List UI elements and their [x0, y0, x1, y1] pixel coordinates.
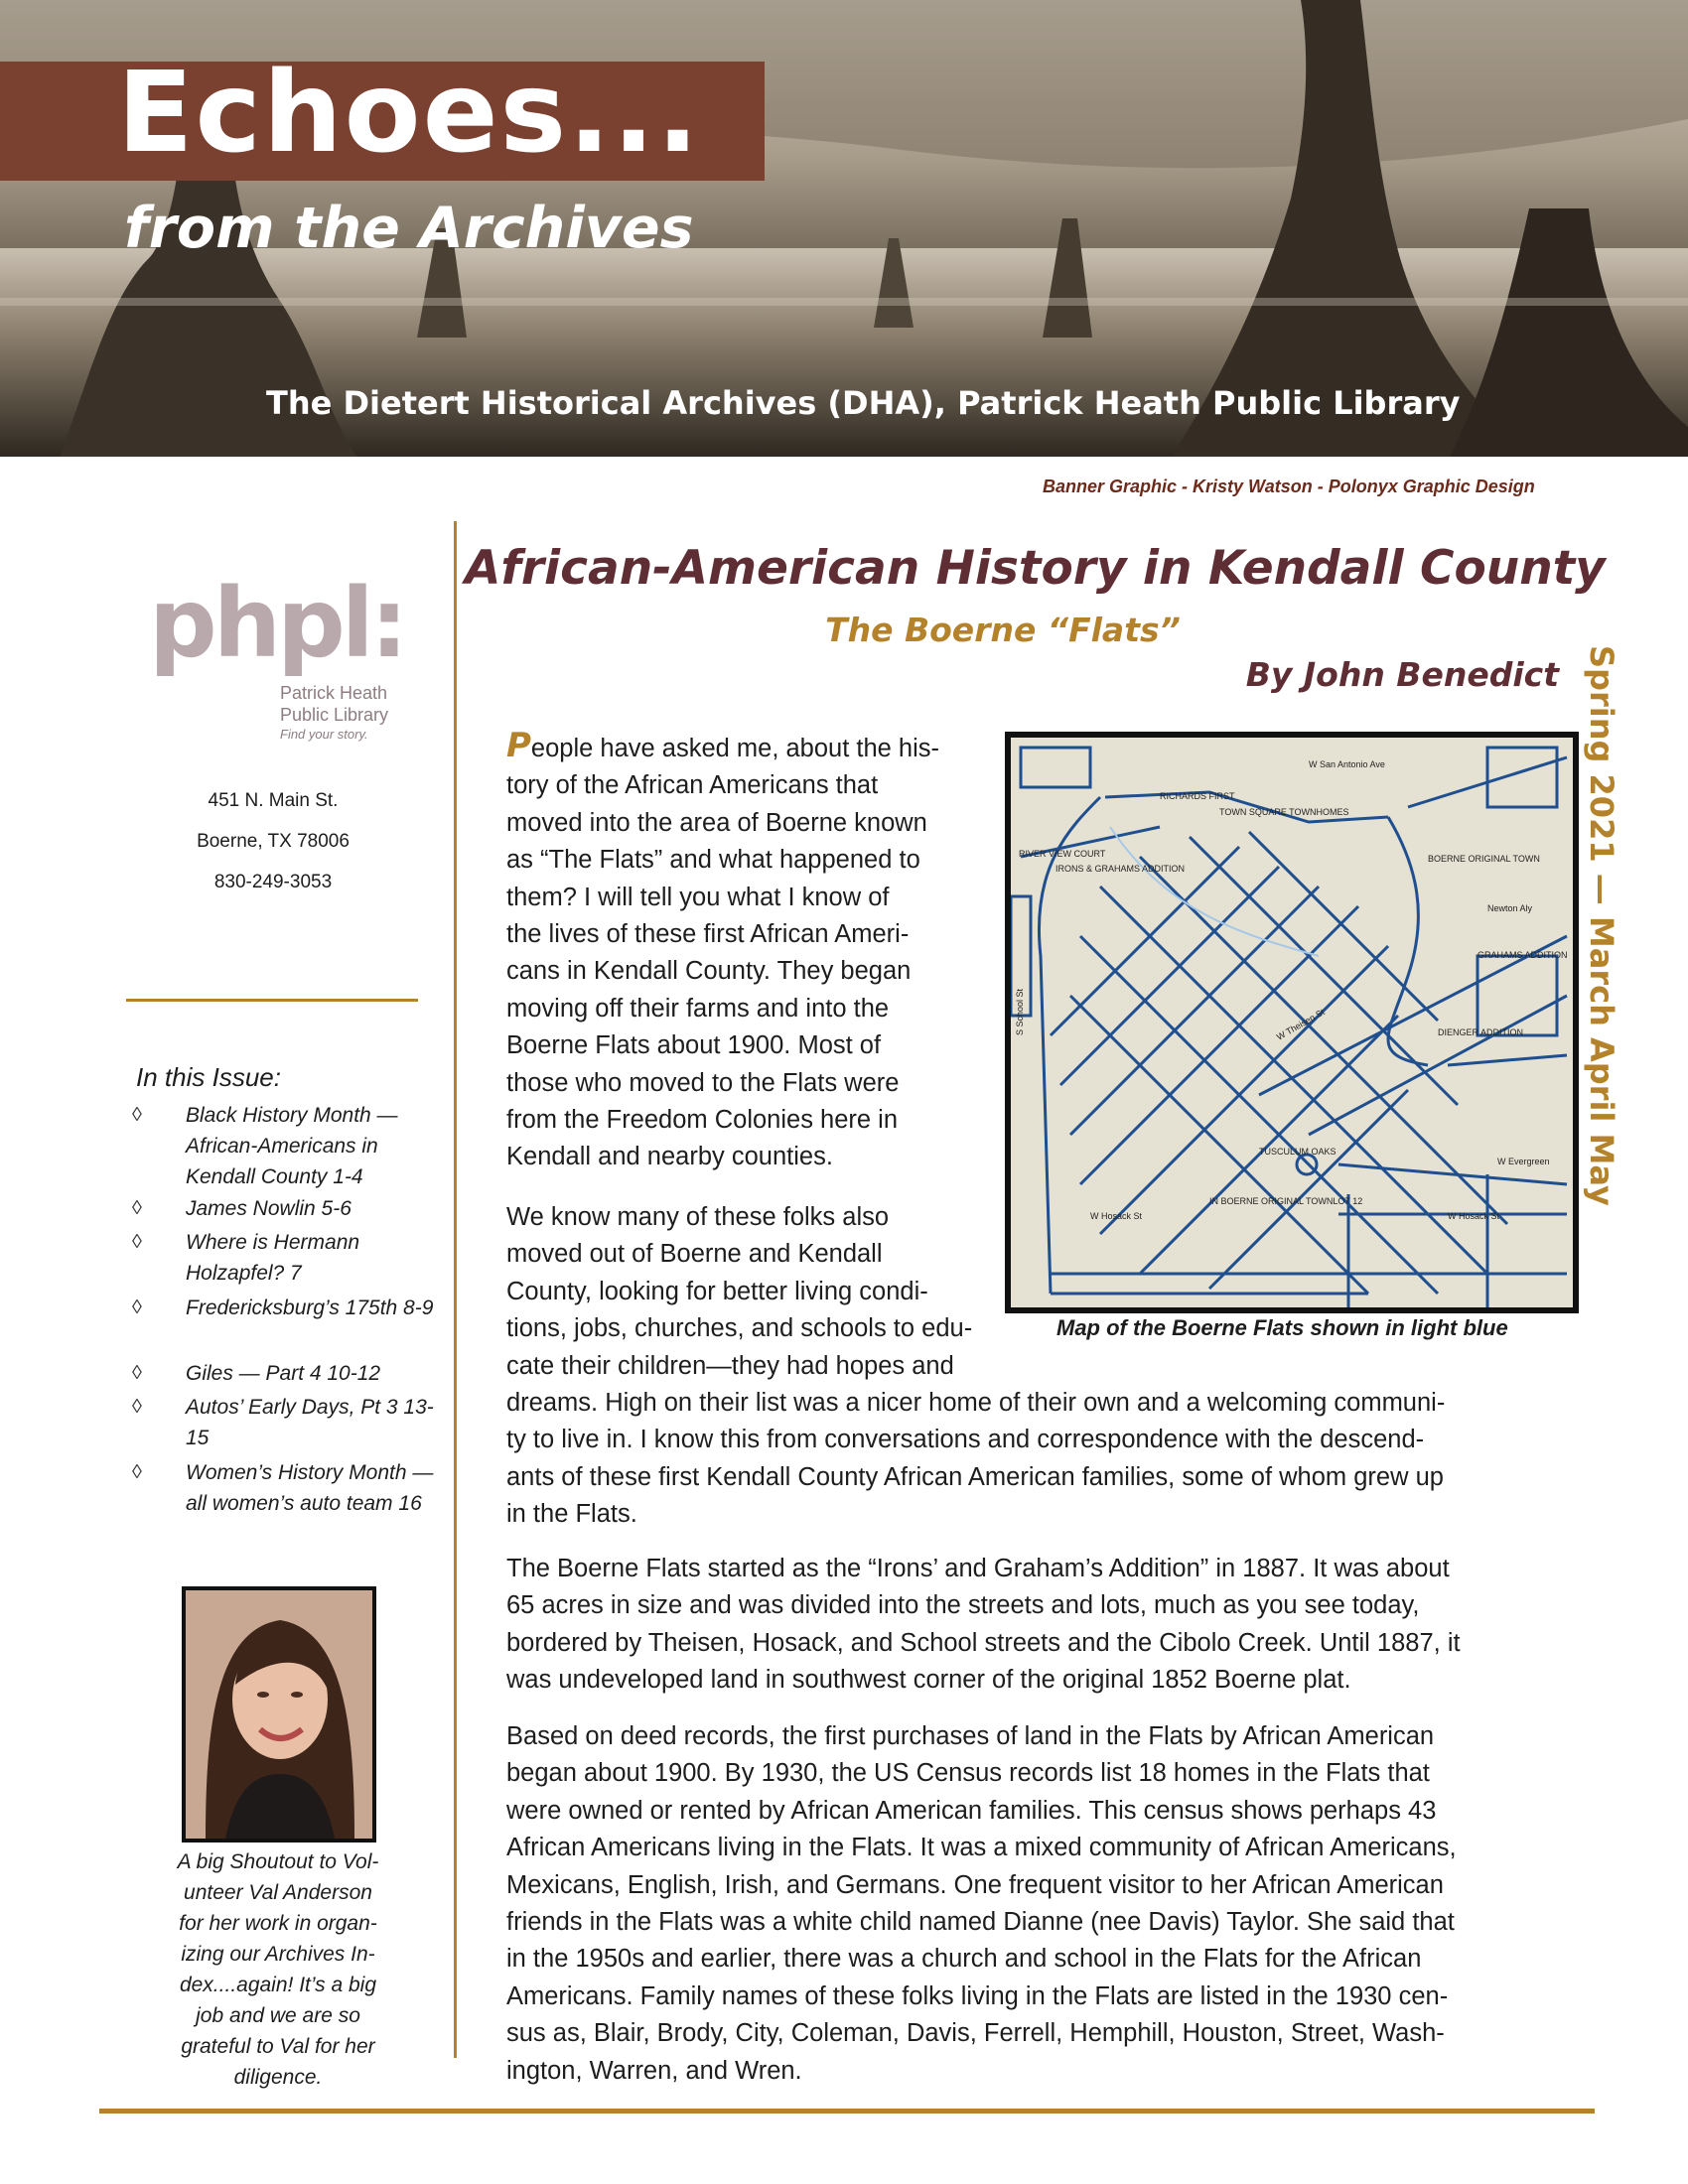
- text-line: African Americans living in the Flats. It was a mixed community of African Americans,: [506, 1834, 1457, 1862]
- text-line: Boerne Flats about 1900. Most of: [506, 1031, 882, 1060]
- text-line: Americans. Family names of these folks living in the Flats are listed in the 1930 cen-: [506, 1981, 1449, 2010]
- portrait-photo-icon: [186, 1590, 372, 1839]
- issue-item[interactable]: [132, 1100, 430, 1192]
- shoutout-line: A big Shoutout to Vol-: [177, 1850, 379, 1873]
- text-line: them? I will tell you what I know of: [506, 883, 890, 911]
- issue-item[interactable]: [132, 1457, 434, 1550]
- article-headline: African-American History in Kendall County: [465, 541, 1606, 596]
- map-label: DIENGER ADDITION: [1438, 1027, 1524, 1037]
- library-logo: [149, 568, 417, 742]
- text-line: bordered by Theisen, Hosack, and School streets and the Cibolo Creek. Until 1887, it: [506, 1628, 1461, 1657]
- text-line: tions, jobs, churches, and schools to edu-: [506, 1314, 973, 1343]
- text-line: were owned or rented by African American families. This census shows perhaps 43: [506, 1796, 1437, 1825]
- drop-cap: P: [506, 726, 531, 765]
- map-label: IRONS & GRAHAMS ADDITION: [1055, 864, 1186, 874]
- text-line: in the Flats.: [506, 1500, 637, 1529]
- issue-item-text: Autos’ Early Days, Pt 3 13-15: [186, 1396, 434, 1449]
- text-line: was undeveloped land in southwest corner of the original 1852 Boerne plat.: [506, 1666, 1351, 1695]
- shoutout-line: for her work in organ-: [179, 1912, 377, 1935]
- newsletter-subtitle: from the Archives: [124, 196, 694, 261]
- issue-item-text: Black History Month — African-Americans in Kendall County 1-4: [186, 1104, 398, 1188]
- map-label: W Hosack St: [1090, 1211, 1143, 1221]
- text-line: Mexicans, English, Irish, and Germans. One frequent visitor to her African American: [506, 1870, 1444, 1899]
- diamond-bullet-icon: ◊: [132, 1231, 142, 1253]
- text-line: ty to live in. I know this from conversations and correspondence with the descend-: [506, 1426, 1425, 1454]
- shoutout-line: dex....again! It’s a big: [179, 1974, 377, 1996]
- address-phone: 830-249-3053: [213, 872, 333, 892]
- logo-tagline: Find your story.: [280, 727, 368, 742]
- diamond-bullet-icon: ◊: [132, 1362, 142, 1384]
- issue-item[interactable]: [132, 1392, 434, 1453]
- issue-date-text: Spring 2021 — March April May: [1583, 645, 1620, 1206]
- volunteer-shoutout: [149, 1846, 407, 2093]
- issue-item[interactable]: [132, 1293, 434, 1354]
- text-line: County, looking for better living condi-: [506, 1277, 928, 1305]
- article-paragraph-3: [506, 1551, 1461, 1700]
- text-line: The Boerne Flats started as the “Irons’ and Graham’s Addition” in 1887. It was about: [506, 1555, 1450, 1582]
- article-paragraph-4: [506, 1718, 1457, 2090]
- text-line: ants of these first Kendall County African American families, some of whom grew up: [506, 1462, 1444, 1491]
- logo-name-line2: Public Library: [280, 705, 389, 725]
- address-city: Boerne, TX 78006: [197, 831, 350, 852]
- map-label: W Evergreen: [1497, 1157, 1550, 1166]
- logo-name-line1: Patrick Heath: [280, 683, 388, 703]
- shoutout-line: izing our Archives In-: [181, 1943, 375, 1966]
- map-label: W Theisen St: [1275, 1007, 1327, 1042]
- text-line: in the 1950s and earlier, there was a church and school in the Flats for the African: [506, 1945, 1422, 1974]
- logo-wordmark: phpl:: [149, 568, 405, 679]
- diamond-bullet-icon: ◊: [132, 1461, 142, 1483]
- page-bottom-rule: [99, 2109, 1595, 2114]
- in-this-issue-title: In this Issue:: [136, 1062, 281, 1092]
- map-label: IN BOERNE ORIGINAL TOWNLOT 12: [1209, 1196, 1363, 1206]
- boerne-flats-map: [1005, 732, 1579, 1313]
- map-caption: Map of the Boerne Flats shown in light blue: [1056, 1315, 1508, 1340]
- text-line: the lives of these first African Ameri-: [506, 920, 910, 949]
- text-line: those who moved to the Flats were: [506, 1068, 900, 1097]
- article-paragraph-1: [506, 728, 939, 1176]
- article-subhead: The Boerne “Flats”: [825, 611, 1181, 649]
- text-line: Kendall and nearby counties.: [506, 1143, 833, 1171]
- newsletter-title: Echoes...: [117, 49, 701, 178]
- issue-item-text: Where is Hermann Holzapfel? 7: [186, 1231, 360, 1285]
- text-line: eople have asked me, about the his-: [530, 735, 940, 762]
- issue-item-text: Fredericksburg’s 175th 8-9: [186, 1297, 434, 1319]
- text-line: moving off their farms and into the: [506, 994, 890, 1023]
- column-divider: [454, 521, 457, 2058]
- diamond-bullet-icon: ◊: [132, 1104, 142, 1126]
- issue-item[interactable]: [132, 1358, 430, 1389]
- text-line: cans in Kendall County. They began: [506, 957, 912, 986]
- text-line: friends in the Flats was a white child named Dianne (nee Davis) Taylor. She said that: [506, 1908, 1455, 1937]
- map-label: W San Antonio Ave: [1309, 759, 1385, 769]
- map-label: RIVER VIEW COURT: [1019, 849, 1106, 859]
- text-line: sus as, Blair, Brody, City, Coleman, Davis, Ferrell, Hemphill, Houston, Street, Wash-: [506, 2019, 1445, 2048]
- text-line: 65 acres in size and was divided into the streets and lots, much as you see today,: [506, 1591, 1420, 1620]
- issue-item-text: Women’s History Month — all women’s auto team 16: [186, 1461, 434, 1515]
- issue-item-text: Giles — Part 4 10-12: [186, 1362, 381, 1385]
- text-line: Based on deed records, the first purchases of land in the Flats by African American: [506, 1722, 1435, 1750]
- text-line: began about 1900. By 1930, the US Census records list 18 homes in the Flats that: [506, 1759, 1430, 1788]
- issue-item[interactable]: [132, 1193, 430, 1224]
- map-label: RICHARDS FIRST: [1160, 791, 1235, 801]
- map-label: TUSCULUM OAKS: [1259, 1147, 1336, 1157]
- text-line: from the Freedom Colonies here in: [506, 1106, 899, 1135]
- text-line: ington, Warren, and Wren.: [506, 2056, 802, 2085]
- map-label: W Hosack St: [1448, 1211, 1500, 1221]
- text-line: We know many of these folks also: [506, 1203, 890, 1231]
- text-line: moved into the area of Boerne known: [506, 808, 927, 837]
- banner-organization: The Dietert Historical Archives (DHA), Patrick Heath Public Library: [266, 384, 1461, 422]
- text-line: as “The Flats” and what happened to: [506, 846, 920, 875]
- issue-item[interactable]: [132, 1227, 430, 1289]
- shoutout-line: unteer Val Anderson: [184, 1881, 372, 1904]
- article-byline: By John Benedict: [1245, 655, 1559, 694]
- map-label: GRAHAMS ADDITION: [1477, 950, 1568, 960]
- text-line: cate their children—they had hopes and: [506, 1351, 954, 1380]
- map-label: TOWN SQUARE TOWNHOMES: [1219, 807, 1349, 817]
- map-label: S School St: [1015, 988, 1025, 1035]
- text-line: dreams. High on their list was a nicer home of their own and a welcoming communi-: [506, 1389, 1446, 1418]
- shoutout-line: diligence.: [233, 2066, 323, 2089]
- text-line: moved out of Boerne and Kendall: [506, 1240, 883, 1269]
- volunteer-portrait: [182, 1586, 376, 1843]
- diamond-bullet-icon: ◊: [132, 1197, 142, 1219]
- address-street: 451 N. Main St.: [208, 790, 339, 811]
- issue-item-text: James Nowlin 5-6: [186, 1197, 352, 1220]
- banner-image: [0, 0, 1688, 457]
- sidebar-divider: [126, 999, 418, 1002]
- map-label: Newton Aly: [1487, 903, 1533, 913]
- diamond-bullet-icon: ◊: [132, 1297, 142, 1318]
- shoutout-line: grateful to Val for her: [181, 2035, 375, 2058]
- shoutout-line: job and we are so: [196, 2004, 360, 2027]
- street-map-graphic: [1011, 738, 1573, 1307]
- text-line: tory of the African Americans that: [506, 771, 879, 800]
- diamond-bullet-icon: ◊: [132, 1396, 142, 1418]
- map-label: BOERNE ORIGINAL TOWN: [1428, 854, 1540, 864]
- banner-credit: Banner Graphic - Kristy Watson - Polonyx Graphic Design: [1043, 477, 1535, 496]
